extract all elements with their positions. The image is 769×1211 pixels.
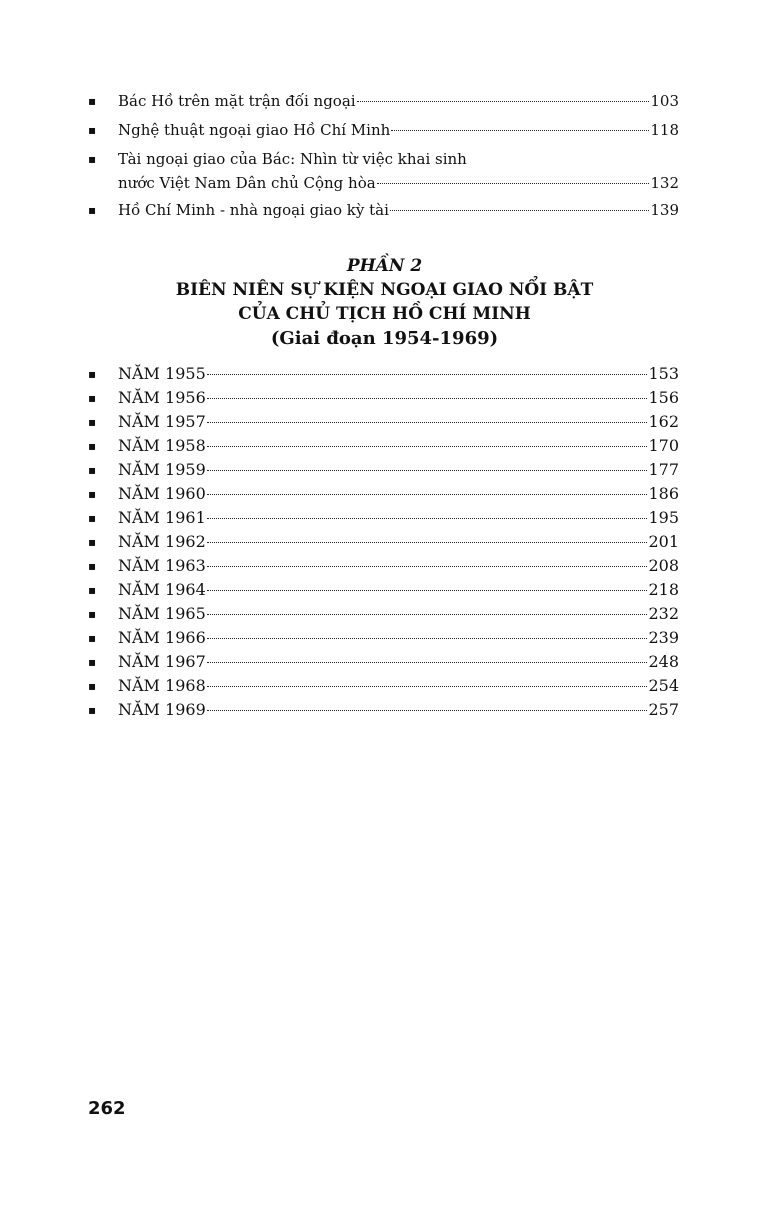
toc-entry-page: 186 (648, 484, 679, 503)
toc-entry-title: Hồ Chí Minh - nhà ngoại giao kỳ tài (118, 201, 389, 219)
toc-entry-page: 254 (648, 676, 679, 695)
section-heading (0, 254, 769, 352)
dot-leader (207, 518, 648, 519)
toc-entry-title: NĂM 1957 (118, 412, 206, 431)
dot-leader (390, 210, 649, 211)
toc-entry-page: 195 (648, 508, 679, 527)
toc-entry[interactable] (88, 626, 679, 650)
toc-entry-page: 177 (648, 460, 679, 479)
dot-leader (207, 446, 648, 447)
bullet-icon: ▪ (88, 583, 97, 597)
dot-leader (207, 470, 648, 471)
toc-entry-page: 208 (648, 556, 679, 575)
section-subtitle: (Giai đoạn 1954-1969) (270, 328, 499, 349)
bullet-icon: ▪ (88, 203, 97, 217)
toc-entry[interactable] (88, 386, 679, 410)
toc-entry-title: NĂM 1959 (118, 460, 206, 479)
bullet-icon: ▪ (88, 94, 97, 108)
dot-leader (391, 130, 649, 131)
bullet-icon: ▪ (88, 607, 97, 621)
dot-leader (357, 101, 650, 102)
dot-leader (207, 686, 648, 687)
toc-entry-page: 118 (650, 121, 679, 139)
toc-entry-title: NĂM 1965 (118, 604, 206, 623)
toc-entry-title: NĂM 1968 (118, 676, 206, 695)
bullet-icon: ▪ (88, 463, 97, 477)
toc-list-articles (88, 89, 679, 227)
dot-leader (377, 183, 650, 184)
dot-leader (207, 398, 648, 399)
dot-leader (207, 422, 648, 423)
toc-entry-title: NĂM 1955 (118, 364, 206, 383)
toc-entry[interactable] (88, 554, 679, 578)
toc-entry-page: 239 (648, 628, 679, 647)
bullet-icon: ▪ (88, 439, 97, 453)
toc-entry[interactable] (88, 506, 679, 530)
toc-entry-page: 156 (648, 388, 679, 407)
toc-entry[interactable] (88, 530, 679, 554)
toc-entry[interactable] (88, 198, 679, 222)
toc-entry-title-line1: Tài ngoại giao của Bác: Nhìn từ việc khai sinh (118, 150, 467, 168)
toc-entry-title: NĂM 1964 (118, 580, 206, 599)
bullet-icon: ▪ (88, 123, 97, 137)
toc-entry-title: Bác Hồ trên mặt trận đối ngoại (118, 92, 356, 110)
dot-leader (207, 662, 648, 663)
dot-leader (207, 710, 648, 711)
toc-entry-title: NĂM 1967 (118, 652, 206, 671)
dot-leader (207, 374, 648, 375)
bullet-icon: ▪ (88, 391, 97, 405)
toc-entry-page: 153 (648, 364, 679, 383)
toc-entry-title: Nghệ thuật ngoại giao Hồ Chí Minh (118, 121, 391, 139)
bullet-icon: ▪ (88, 415, 97, 429)
bullet-icon: ▪ (88, 679, 97, 693)
dot-leader (207, 542, 648, 543)
toc-list-years (88, 362, 679, 722)
toc-entry-title: NĂM 1960 (118, 484, 206, 503)
bullet-icon: ▪ (88, 703, 97, 717)
toc-entry-page: 162 (648, 412, 679, 431)
toc-entry-title: NĂM 1962 (118, 532, 206, 551)
toc-entry[interactable] (88, 362, 679, 386)
toc-entry-title: nước Việt Nam Dân chủ Cộng hòa (118, 174, 376, 192)
toc-entry[interactable] (88, 434, 679, 458)
dot-leader (207, 590, 648, 591)
toc-entry-page: 248 (648, 652, 679, 671)
toc-entry-page: 257 (648, 700, 679, 719)
toc-entry[interactable] (88, 410, 679, 434)
toc-entry[interactable] (88, 674, 679, 698)
toc-entry[interactable] (88, 602, 679, 626)
section-number: PHẦN 2 (346, 256, 423, 276)
bullet-icon: ▪ (88, 655, 97, 669)
toc-entry-title: NĂM 1969 (118, 700, 206, 719)
toc-entry-title: NĂM 1958 (118, 436, 206, 455)
toc-entry-page: 201 (648, 532, 679, 551)
toc-entry[interactable] (88, 118, 679, 142)
bullet-icon: ▪ (88, 535, 97, 549)
toc-entry-page: 103 (650, 92, 679, 110)
toc-entry[interactable] (88, 650, 679, 674)
dot-leader (207, 638, 648, 639)
bullet-icon: ▪ (88, 559, 97, 573)
toc-entry-page: 170 (648, 436, 679, 455)
toc-entry[interactable] (88, 458, 679, 482)
page-number: 262 (88, 1098, 126, 1119)
toc-entry-page: 232 (648, 604, 679, 623)
toc-entry-title: NĂM 1961 (118, 508, 206, 527)
toc-entry[interactable] (88, 147, 679, 195)
bullet-icon: ▪ (88, 152, 97, 166)
toc-entry-page: 132 (650, 174, 679, 192)
toc-entry[interactable] (88, 482, 679, 506)
bullet-icon: ▪ (88, 367, 97, 381)
toc-entry[interactable] (88, 89, 679, 113)
toc-entry-title: NĂM 1963 (118, 556, 206, 575)
toc-entry-title: NĂM 1966 (118, 628, 206, 647)
dot-leader (207, 614, 648, 615)
bullet-icon: ▪ (88, 511, 97, 525)
toc-entry[interactable] (88, 578, 679, 602)
section-title-line2: CỦA CHỦ TỊCH HỒ CHÍ MINH (238, 304, 531, 324)
bullet-icon: ▪ (88, 631, 97, 645)
toc-entry-page: 139 (650, 201, 679, 219)
toc-entry-title: NĂM 1956 (118, 388, 206, 407)
bullet-icon: ▪ (88, 487, 97, 501)
toc-entry[interactable] (88, 698, 679, 722)
section-title-line1: BIÊN NIÊN SỰ KIỆN NGOẠI GIAO NỔI BẬT (175, 280, 594, 300)
dot-leader (207, 566, 648, 567)
toc-entry-page: 218 (648, 580, 679, 599)
dot-leader (207, 494, 648, 495)
